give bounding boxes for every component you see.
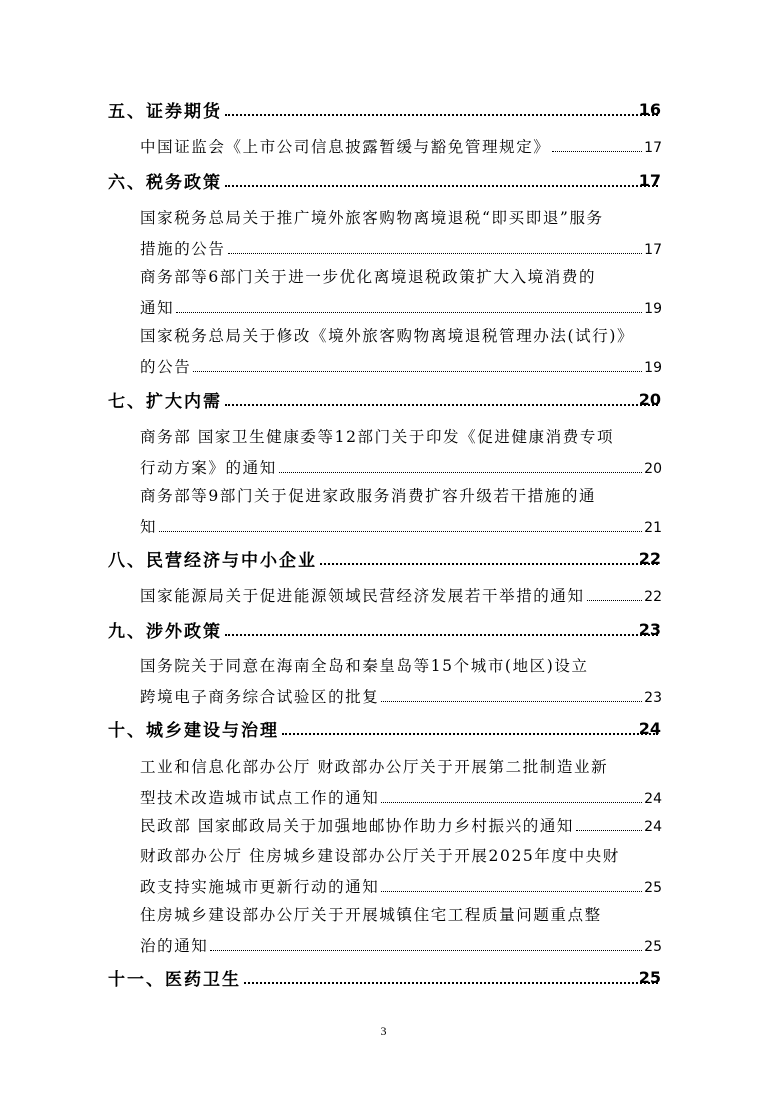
page-number: 3 xyxy=(380,1024,387,1038)
entry-text: 知 xyxy=(140,518,158,536)
entry-text: 跨境电子商务综合试验区的批复 xyxy=(140,688,380,706)
entry-page: 24 xyxy=(644,791,662,807)
section-page: 24 xyxy=(638,719,661,738)
dot-leader xyxy=(225,96,658,116)
section-page: 25 xyxy=(638,968,661,987)
dot-leader xyxy=(282,715,658,735)
toc-section[interactable] xyxy=(0,546,767,572)
toc-entry[interactable] xyxy=(140,582,662,610)
entry-page: 17 xyxy=(644,242,662,258)
entry-text: 商务部 国家卫生健康委等12部门关于印发《促进健康消费专项 xyxy=(140,428,615,446)
entry-text: 治的通知 xyxy=(140,937,209,955)
toc-entry[interactable] xyxy=(140,812,662,840)
toc-entry[interactable] xyxy=(140,423,662,482)
dot-leader xyxy=(228,235,643,254)
entry-page: 24 xyxy=(644,819,662,835)
dot-leader xyxy=(176,294,642,313)
toc-section[interactable] xyxy=(0,168,767,194)
dot-leader xyxy=(381,683,642,702)
section-title: 六、税务政策 xyxy=(108,173,222,193)
toc-entry[interactable] xyxy=(140,842,662,901)
toc-section[interactable] xyxy=(0,617,767,643)
dot-leader xyxy=(576,812,642,831)
entry-page: 21 xyxy=(644,520,662,536)
section-page: 22 xyxy=(638,549,661,568)
toc-entry[interactable] xyxy=(140,133,662,161)
entry-text: 的公告 xyxy=(140,358,192,376)
dot-leader xyxy=(381,873,642,892)
toc-entry[interactable] xyxy=(140,652,662,711)
toc-entry[interactable] xyxy=(140,753,662,812)
entry-text: 中国证监会《上市公司信息披露暂缓与豁免管理规定》 xyxy=(140,138,551,156)
toc-section[interactable] xyxy=(0,97,767,123)
toc-entry[interactable] xyxy=(140,322,662,381)
dot-leader xyxy=(320,545,658,565)
section-title: 七、扩大内需 xyxy=(108,392,222,412)
section-title: 十、城乡建设与治理 xyxy=(108,721,279,741)
section-title: 九、涉外政策 xyxy=(108,622,222,642)
dot-leader xyxy=(193,353,642,372)
entry-text: 国务院关于同意在海南全岛和秦皇岛等15个城市(地区)设立 xyxy=(140,657,589,675)
entry-text: 政支持实施城市更新行动的通知 xyxy=(140,878,380,896)
entry-text: 行动方案》的通知 xyxy=(140,459,277,477)
entry-page: 17 xyxy=(644,140,662,156)
dot-leader xyxy=(381,784,642,803)
dot-leader xyxy=(225,616,658,636)
entry-text: 通知 xyxy=(140,299,175,317)
entry-text: 商务部等9部门关于促进家政服务消费扩容升级若干措施的通 xyxy=(140,487,597,505)
section-page: 17 xyxy=(638,171,661,190)
entry-text: 措施的公告 xyxy=(140,240,226,258)
section-page: 23 xyxy=(638,620,661,639)
entry-text: 国家税务总局关于推广境外旅客购物离境退税“即买即退”服务 xyxy=(140,209,604,227)
entry-text: 民政部 国家邮政局关于加强地邮协作助力乡村振兴的通知 xyxy=(140,817,575,835)
toc-entry[interactable] xyxy=(140,482,662,541)
toc-entry[interactable] xyxy=(140,204,662,263)
section-page: 20 xyxy=(638,390,661,409)
dot-leader xyxy=(159,513,642,532)
dot-leader xyxy=(552,133,642,152)
entry-text: 住房城乡建设部办公厅关于开展城镇住宅工程质量问题重点整 xyxy=(140,906,602,924)
entry-text: 国家能源局关于促进能源领域民营经济发展若干举措的通知 xyxy=(140,587,585,605)
entry-page: 25 xyxy=(644,880,662,896)
toc-entry[interactable] xyxy=(140,901,662,960)
section-page: 16 xyxy=(638,100,661,119)
dot-leader xyxy=(225,386,658,406)
dot-leader xyxy=(244,964,658,984)
dot-leader xyxy=(225,167,658,187)
entry-text: 型技术改造城市试点工作的通知 xyxy=(140,789,380,807)
section-title: 十一、医药卫生 xyxy=(108,970,241,990)
entry-text: 工业和信息化部办公厅 财政部办公厅关于开展第二批制造业新 xyxy=(140,758,609,776)
entry-text: 商务部等6部门关于进一步优化离境退税政策扩大入境消费的 xyxy=(140,268,597,286)
entry-page: 23 xyxy=(644,690,662,706)
entry-page: 20 xyxy=(644,461,662,477)
section-title: 八、民营经济与中小企业 xyxy=(108,551,317,571)
entry-page: 22 xyxy=(644,589,662,605)
entry-page: 19 xyxy=(644,360,662,376)
dot-leader xyxy=(210,932,642,951)
section-title: 五、证券期货 xyxy=(108,102,222,122)
entry-text: 国家税务总局关于修改《境外旅客购物离境退税管理办法(试行)》 xyxy=(140,327,635,345)
toc-section[interactable] xyxy=(0,965,767,991)
toc-entry[interactable] xyxy=(140,263,662,322)
entry-page: 19 xyxy=(644,301,662,317)
entry-page: 25 xyxy=(644,939,662,955)
dot-leader xyxy=(279,454,642,473)
dot-leader xyxy=(587,582,643,601)
toc-section[interactable] xyxy=(0,716,767,742)
entry-text: 财政部办公厅 住房城乡建设部办公厅关于开展2025年度中央财 xyxy=(140,847,620,865)
toc-section[interactable] xyxy=(0,387,767,413)
